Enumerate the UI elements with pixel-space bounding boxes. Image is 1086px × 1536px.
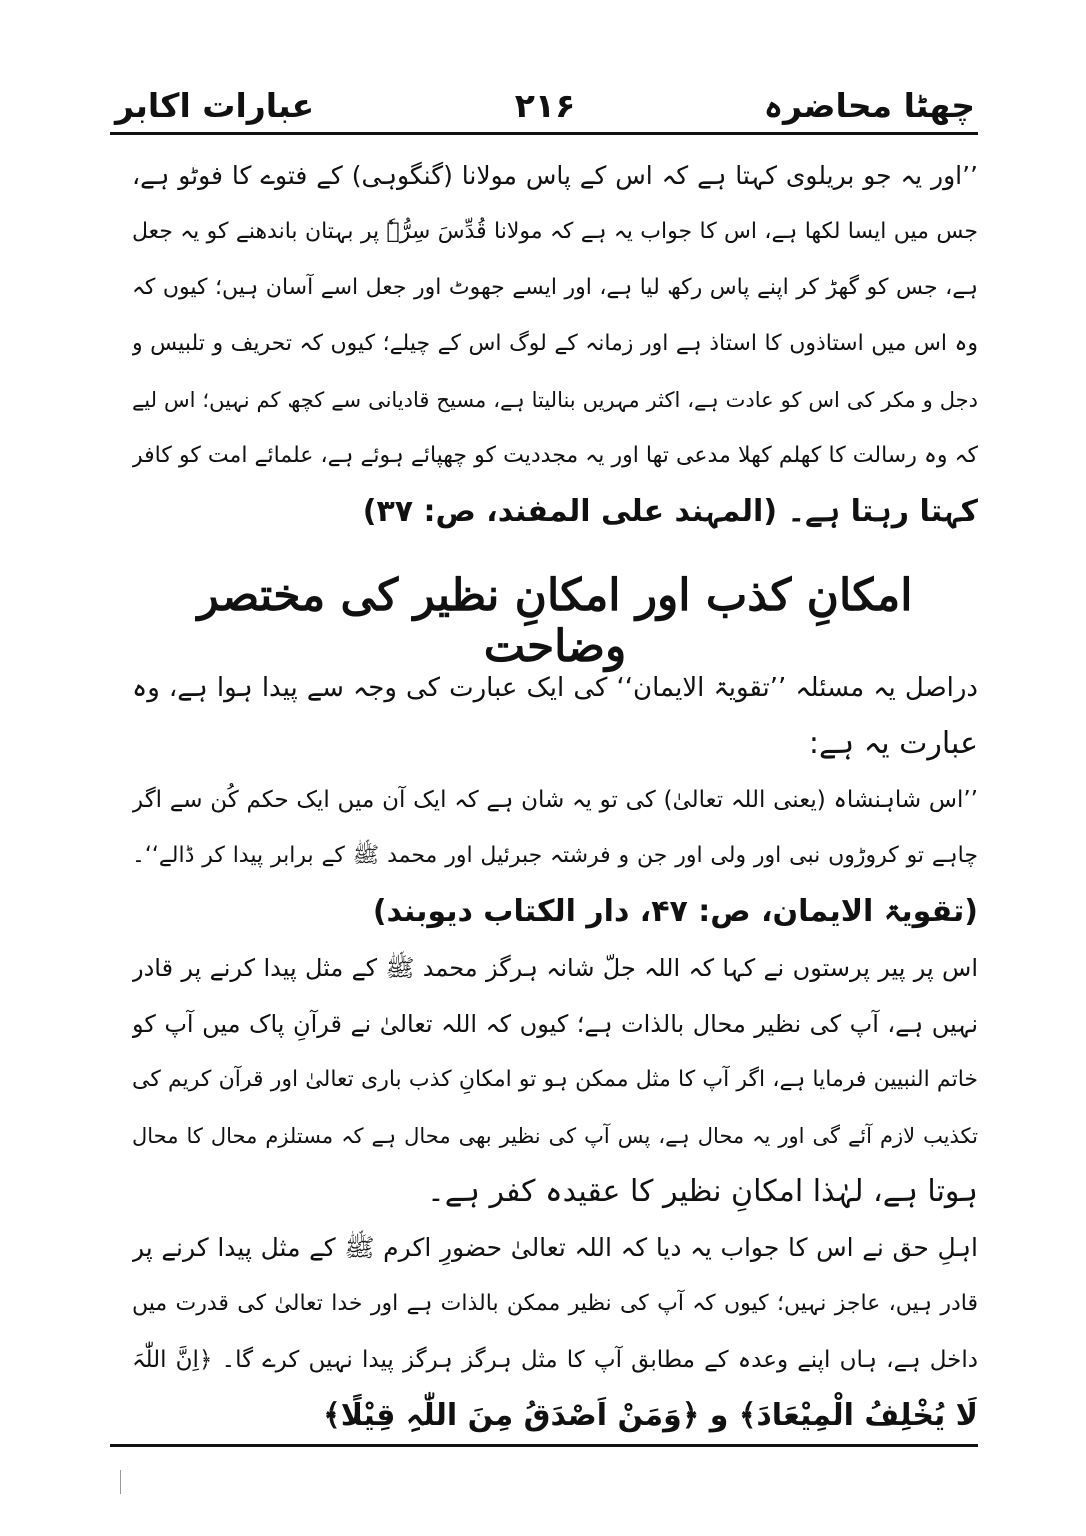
scan-mark (120, 1470, 135, 1494)
page-number: ۲۱۶ (514, 86, 576, 125)
header-book-title: عبارات اکابر (115, 86, 315, 125)
text-line: عبارت یہ ہے: (808, 726, 978, 761)
footer-rule (110, 1444, 978, 1447)
text-line: قادر ہیں، عاجز نہیں؛ کیوں کہ آپ کی نظیر ممکن بالذات ہے اور خدا تعالیٰ کی قدرت میں (132, 1291, 978, 1316)
citation-line: کہتا رہتا ہے۔ (المہند علی المفند، ص: ۳۷) (362, 494, 978, 529)
text-line: ’’اس شاہنشاہ (یعنی اللہ تعالیٰ) کی تو یہ شان ہے کہ ایک آن میں ایک حکم کُن سے اگر (132, 787, 978, 813)
text-line: چاہے تو کروڑوں نبی اور ولی اور جن و فرشتہ جبرئیل اور محمد ﷺ کے برابر پیدا کر ڈالے‘‘۔ (132, 843, 978, 868)
header-chapter-title: چھٹا محاضرہ (763, 86, 975, 125)
citation-line: (تقویۃ الایمان، ص: ۴۷، دار الکتاب دیوبند) (372, 894, 978, 929)
text-line: کہ وہ رسالت کا کھلم کھلا مدعی تھا اور یہ مجددیت کو چھپائے ہوئے ہے، علمائے امت کو کافر (132, 443, 978, 468)
text-line: تکذیب لازم آئے گی اور یہ محال ہے، پس آپ کی نظیر بھی محال ہے کہ مستلزم محال کا محال (132, 1124, 978, 1148)
text-line: دجل و مکر کی اس کو عادت ہے، اکثر مہریں بنالیتا ہے، مسیح قادیانی سے کچھ کم نہیں؛ اس لیے (132, 388, 978, 412)
text-line: ہے، جس کو گھڑ کر اپنے پاس رکھ لیا ہے، اور ایسے جھوٹ اور جعل اسے آسان ہیں؛ کیوں کہ (132, 275, 978, 300)
text-line: اہلِ حق نے اس کا جواب یہ دیا کہ اللہ تعالیٰ حضورِ اکرم ﷺ کے مثل پیدا کرنے پر (132, 1233, 978, 1262)
running-header (115, 82, 975, 132)
header-rule (110, 132, 978, 135)
text-line: اس پر پیر پرستوں نے کہا کہ اللہ جلّ شانہ ہرگز محمد ﷺ کے مثل پیدا کرنے پر قادر (132, 954, 978, 982)
section-heading: امکانِ کذب اور امکانِ نظیر کی مختصر وضاحت (197, 570, 913, 672)
text-line: نہیں ہے، آپ کی نظیر محال بالذات ہے؛ کیوں کہ اللہ تعالیٰ نے قرآنِ پاک میں آپ کو (132, 1010, 978, 1038)
text-line: خاتم النبیین فرمایا ہے، اگر آپ کا مثل ممکن ہو تو امکانِ کذب باری تعالیٰ اور قرآن کریم کی (132, 1067, 978, 1092)
text-line: جس میں ایسا لکھا ہے، اس کا جواب یہ ہے کہ مولانا قُدِّسَ سِرُّہٗ پر بہتان باندھنے کو یہ جعل (132, 219, 978, 244)
text-line: وہ اس میں استاذوں کا استاذ ہے اور زمانہ کے لوگ اس کے چیلے؛ کیوں کہ تحریف و تلبیس و (132, 331, 978, 356)
quran-verse-line: لَا یُخْلِفُ الْمِیْعَادَ﴾ و ﴿وَمَنْ اَصْدَقُ مِنَ اللّٰہِ قِیْلًا﴾ (323, 1398, 978, 1433)
text-line: دراصل یہ مسئلہ ’’تقویۃ الایمان‘‘ کی ایک عبارت کی وجہ سے پیدا ہوا ہے، وہ (132, 673, 978, 703)
text-line: ہوتا ہے، لہٰذا امکانِ نظیر کا عقیدہ کفر ہے۔ (427, 1174, 978, 1209)
text-line: ’’اور یہ جو بریلوی کہتا ہے کہ اس کے پاس مولانا (گنگوہی) کے فتوے کا فوٹو ہے، (132, 161, 978, 190)
text-line: داخل ہے، ہاں اپنے وعدہ کے مطابق آپ کا مثل ہرگز ہرگز پیدا نہیں کرے گا۔ ﴿اِنَّ اللّٰہَ (132, 1347, 978, 1373)
